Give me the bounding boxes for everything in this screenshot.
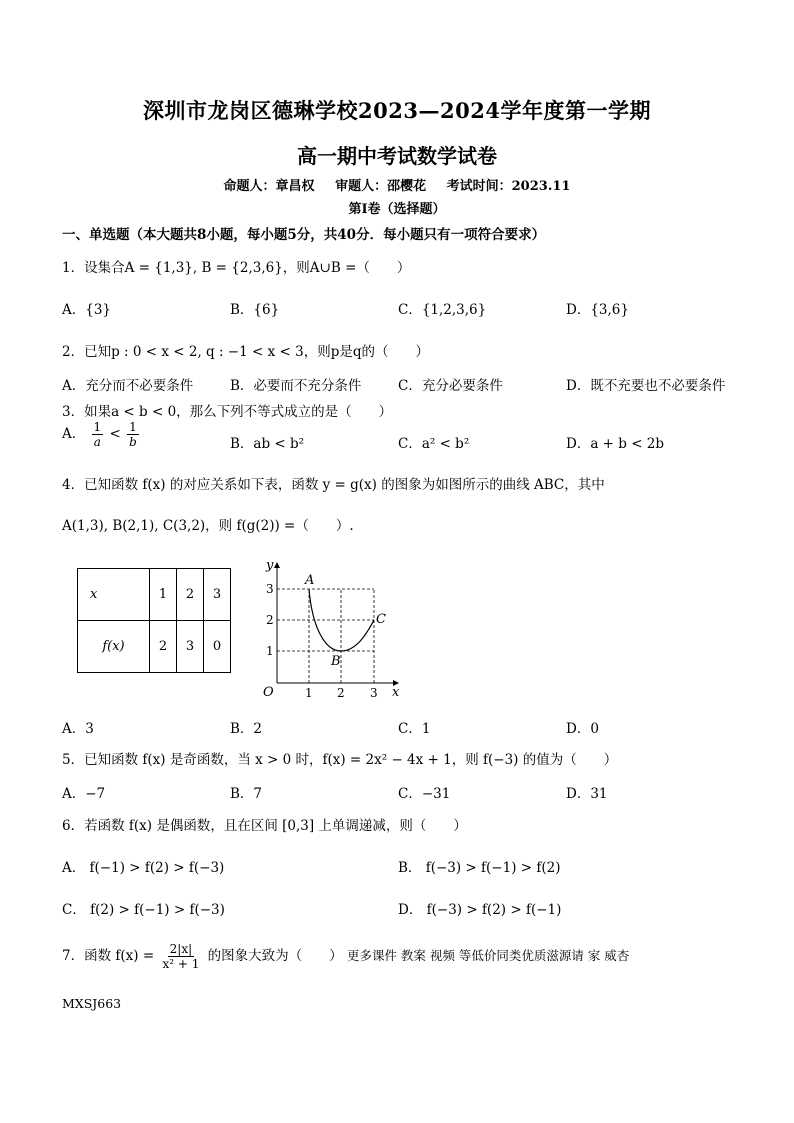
frac-num: 2|x|	[169, 942, 193, 956]
exam-title: 深圳市龙岗区德琳学校2023—2024学年度第一学期	[143, 98, 651, 123]
q2-option-a: A．充分而不必要条件	[62, 378, 194, 394]
q5-option-c: C．−31	[398, 786, 451, 802]
q7-suffix: 的图象大致为（ ）	[207, 948, 343, 964]
grid-lines	[277, 589, 374, 683]
frac-den: a	[93, 435, 101, 449]
q3-stem: 3．如果a < b < 0，那么下列不等式成立的是（ ）	[62, 404, 393, 420]
x-tick-1: 1	[305, 686, 313, 700]
point-a-label: A	[305, 573, 315, 588]
q6-option-b: B． f(−3) > f(−1) > f(2)	[398, 860, 561, 876]
table-cell: 2	[177, 569, 204, 621]
table-cell: 0	[204, 621, 231, 673]
x-tick-2: 2	[337, 686, 345, 700]
table-header-fx: f(x)	[78, 621, 150, 673]
q5-stem: 5．已知函数 f(x) 是奇函数，当 x > 0 时，f(x) = 2x² − 4x + 1，则 f(−3) 的值为（ ）	[62, 752, 618, 768]
fraction-1-over-b	[127, 420, 139, 449]
y-tick-3: 3	[266, 582, 274, 596]
q1-option-d: D．{3,6}	[566, 302, 629, 318]
q2-option-b: B．必要而不充分条件	[230, 378, 362, 394]
table-cell: 1	[150, 569, 177, 621]
curve-abc-graph	[260, 553, 410, 703]
origin-label: O	[263, 685, 274, 700]
exam-subtitle: 高一期中考试数学试卷	[297, 144, 497, 168]
q4-option-c: C．1	[398, 721, 431, 737]
q3-option-c: C．a² < b²	[398, 436, 470, 452]
promo-text: 更多课件 教案 视频 等低价同类优质滋源请 家 威杏	[346, 948, 630, 963]
x-axis-label: x	[392, 685, 400, 700]
footer-code: MXSJ663	[62, 996, 122, 1011]
frac-den: x² + 1	[162, 957, 200, 971]
point-b-label: B	[331, 654, 341, 669]
y-tick-1: 1	[266, 644, 274, 658]
fraction-1-over-a	[92, 420, 104, 449]
q2-stem: 2．已知p : 0 < x < 2, q : −1 < x < 3，则p是q的（ ）	[62, 344, 429, 360]
q6-option-c: C． f(2) > f(−1) > f(−3)	[62, 902, 225, 918]
q5-option-d: D．31	[566, 786, 608, 802]
q4-option-d: D．0	[566, 721, 599, 737]
y-axis-label: y	[266, 558, 274, 573]
q1-option-c: C．{1,2,3,6}	[398, 302, 487, 318]
q1-option-b: B．{6}	[230, 302, 280, 318]
exam-time: 考试时间：2023.11	[446, 179, 571, 194]
section-heading: 一、单选题（本大题共8小题，每小题5分，共40分．每小题只有一项符合要求）	[62, 227, 546, 243]
q2-option-c: C．充分必要条件	[398, 378, 503, 394]
q6-stem: 6．若函数 f(x) 是偶函数，且在区间 [0,3] 上单调递减，则（ ）	[62, 818, 467, 834]
q4-option-a: A．3	[62, 721, 94, 737]
q6-option-a: A． f(−1) > f(2) > f(−3)	[62, 860, 225, 876]
q3-option-d: D．a + b < 2b	[566, 436, 665, 452]
q7-prefix: 7．函数 f(x) =	[62, 948, 155, 964]
q7-fraction	[160, 942, 201, 971]
frac-num: 1	[93, 420, 102, 434]
frac-num: 1	[129, 420, 137, 434]
q6-option-d: D． f(−3) > f(2) > f(−1)	[398, 902, 562, 918]
volume-heading: 第Ⅰ卷（选择题）	[348, 202, 446, 217]
q3-option-b: B．ab < b²	[230, 436, 305, 452]
q3-option-a	[62, 420, 141, 449]
x-tick-3: 3	[370, 686, 378, 700]
table-cell: 3	[204, 569, 231, 621]
q5-option-b: B．7	[230, 786, 263, 802]
q4-stem-line1: 4．已知函数 f(x) 的对应关系如下表，函数 y = g(x) 的图象为如图所示的曲线 ABC，其中	[62, 477, 605, 493]
less-than: <	[109, 426, 121, 442]
table-cell: 2	[150, 621, 177, 673]
function-table	[77, 568, 231, 673]
q1-stem: 1．设集合A = {1,3}, B = {2,3,6}，则A∪B =（ ）	[62, 260, 411, 276]
y-tick-2: 2	[266, 613, 274, 627]
frac-den: b	[129, 435, 137, 449]
q7-stem	[62, 942, 629, 971]
exam-meta	[0, 175, 794, 194]
q4-option-b: B．2	[230, 721, 263, 737]
reviewer: 审题人：邵樱花	[335, 179, 427, 194]
q3-option-a-label: A．	[62, 426, 86, 442]
table-header-x: x	[78, 569, 150, 621]
q2-option-d: D．既不充要也不必要条件	[566, 378, 726, 394]
q4-stem-line2: A(1,3), B(2,1), C(3,2)，则 f(g(2)) =（ ）.	[62, 518, 354, 534]
q1-option-a: A．{3}	[62, 302, 112, 318]
q5-option-a: A．−7	[62, 786, 106, 802]
point-c-label: C	[376, 612, 386, 627]
table-cell: 3	[177, 621, 204, 673]
setter: 命题人：章昌权	[223, 179, 315, 194]
